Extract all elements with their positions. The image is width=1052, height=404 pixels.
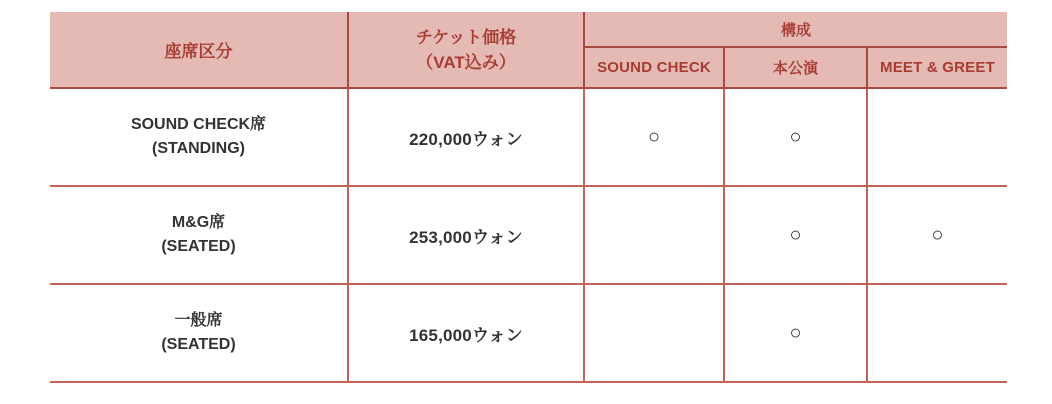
- seat-name: SOUND CHECK席: [130, 116, 267, 133]
- mark-cell-main-show: ○: [723, 187, 866, 285]
- seat-type: (STANDING): [151, 140, 246, 157]
- seat-category-cell: [50, 89, 347, 187]
- header-composition: 構成: [583, 12, 1007, 48]
- mark-cell-meet-greet: [866, 89, 1007, 187]
- seat-name: 一般席: [174, 312, 223, 329]
- mark-cell-sound-check: [583, 187, 723, 285]
- mark-cell-sound-check: [583, 285, 723, 383]
- seat-name: M&G席: [171, 214, 226, 231]
- seat-category-cell: [50, 187, 347, 285]
- ticket-pricing-table: [50, 12, 1007, 383]
- table-row: [50, 89, 1007, 187]
- header-seat-category: 座席区分: [50, 12, 347, 89]
- mark-cell-meet-greet: ○: [866, 187, 1007, 285]
- mark-cell-meet-greet: [866, 285, 1007, 383]
- table-row: [50, 187, 1007, 285]
- header-ticket-price-line1: チケット価格: [415, 27, 517, 47]
- header-ticket-price: [347, 12, 583, 89]
- seat-type: (SEATED): [161, 238, 236, 255]
- mark-cell-main-show: ○: [723, 285, 866, 383]
- table-body: [50, 89, 1007, 383]
- price-cell: 165,000ウォン: [347, 285, 583, 383]
- table-header: [50, 12, 1007, 89]
- seat-type: (SEATED): [161, 336, 236, 353]
- header-sub-main-show: 本公演: [723, 48, 866, 89]
- mark-cell-sound-check: ○: [583, 89, 723, 187]
- price-cell: 253,000ウォン: [347, 187, 583, 285]
- table-row: [50, 285, 1007, 383]
- price-cell: 220,000ウォン: [347, 89, 583, 187]
- header-sub-sound-check: SOUND CHECK: [583, 48, 723, 89]
- mark-cell-main-show: ○: [723, 89, 866, 187]
- header-sub-meet-greet: MEET & GREET: [866, 48, 1007, 89]
- seat-category-cell: [50, 285, 347, 383]
- header-ticket-price-line2: （VAT込み）: [416, 52, 516, 72]
